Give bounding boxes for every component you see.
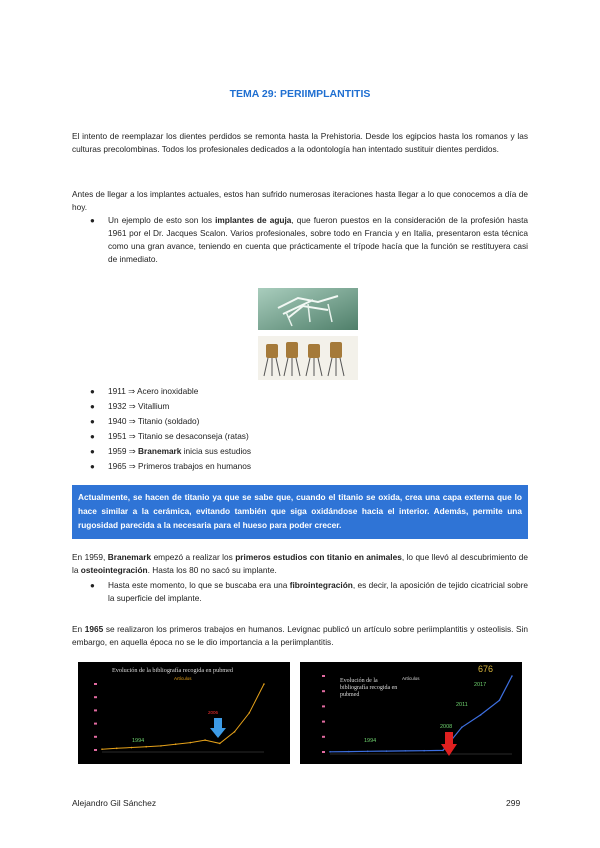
footer-page-number: 299: [506, 798, 521, 808]
timeline-item: 1951 ⇒ Titanio se desaconseja (ratas): [108, 431, 249, 441]
bullet-dot: ●: [90, 581, 95, 590]
paragraph-branemark: En 1959, Branemark empezó a realizar los primeros estudios con titanio en animales, lo que llevó al descubrimiento de la osteointegración. Hasta los 80 no sacó su implante.: [72, 552, 529, 575]
timeline-item: 1965 ⇒ Primeros trabajos en humanos: [108, 461, 252, 471]
y-tick: [94, 736, 97, 738]
bullet-needle-implants: Un ejemplo de esto son los implantes de aguja, que fueron puestos en la consideración de la profesión hasta 1961 por el Dr. Jacques Scalon. Varios profesionales, sobre todo en Francia y en Italia, presentaron esta técnica como una gran avance, teniendo en cuenta que prácticamente el trípode hacía que la función se restituyera casi de inmediato.: [108, 215, 529, 264]
y-tick: [94, 749, 97, 751]
timeline-item: 1940 ⇒ Titanio (soldado): [108, 416, 200, 426]
chart-title: Evolución de la bibliografía recogida en pubmed: [340, 678, 398, 698]
chart-legend: Artículos: [174, 676, 192, 681]
paragraph-iterations: Antes de llegar a los implantes actuales, estos han sufrido numerosas iteraciones hasta llegar a lo que conocemos a día de hoy.: [72, 189, 528, 212]
chart-annotation: 1994: [364, 738, 377, 744]
timeline-item: 1911 ⇒ Acero inoxidable: [108, 386, 199, 396]
pubmed-chart-left: [78, 662, 290, 764]
bullet-fibrointegration: Hasta este momento, lo que se buscaba era una fibrointegración, es decir, la aposición de tejido cicatricial sobre la superficie del implante.: [108, 580, 528, 603]
page-title: TEMA 29: PERIIMPLANTITIS: [229, 88, 371, 100]
y-tick: [94, 723, 97, 725]
chart-annotation: 2006: [208, 710, 219, 715]
bullet-dot: ●: [90, 216, 95, 225]
footer-author: Alejandro Gil Sánchez: [72, 798, 157, 808]
chart-legend: Artículos: [402, 676, 420, 681]
y-tick: [322, 690, 325, 692]
timeline-item: 1932 ⇒ Vitallium: [108, 401, 170, 411]
needle-implants-photo: [258, 288, 358, 380]
intro-paragraph: El intento de reemplazar los dientes perdidos se remonta hasta la Prehistoria. Desde los egipcios hasta los romanos y las culturas precolombinas. Todos los profesionales dedicados a la odontología han intentado sustituir dientes perdidos.: [72, 131, 528, 154]
chart-annotation: 676: [478, 664, 494, 674]
chart-annotation: 2011: [456, 702, 468, 708]
y-tick: [322, 751, 325, 753]
y-tick: [94, 696, 97, 698]
pubmed-chart-right: [300, 662, 522, 764]
chart-annotation: 2008: [440, 724, 453, 730]
chart-annotation: 2017: [474, 682, 487, 688]
y-tick: [322, 705, 325, 707]
chart-annotation: 1994: [132, 738, 145, 744]
titanium-callout: Actualmente, se hacen de titanio ya que se sabe que, cuando el titanio se oxida, crea una capa externa que lo hace similar a la cerámica, evitando también que siga oxidándose hacia el interior. Además, permite una rugosidad parecida a la necesaria para el hueso para poder crecer.: [72, 485, 528, 539]
y-tick: [322, 721, 325, 723]
y-tick: [322, 736, 325, 738]
y-tick: [94, 709, 97, 711]
paragraph-1965: En 1965 se realizaron los primeros trabajos en humanos. Levignac publicó un artículo sobre periimplantitis y osteolisis. Sin embargo, en aquella época no se le dio importancia a la periimplantitis.: [72, 624, 528, 647]
chart-title: Evolución de la bibliografía recogida en pubmed: [112, 667, 233, 674]
y-tick: [94, 683, 97, 685]
timeline-item: 1959 ⇒ Branemark inicia sus estudios: [108, 446, 252, 456]
y-tick: [322, 675, 325, 677]
